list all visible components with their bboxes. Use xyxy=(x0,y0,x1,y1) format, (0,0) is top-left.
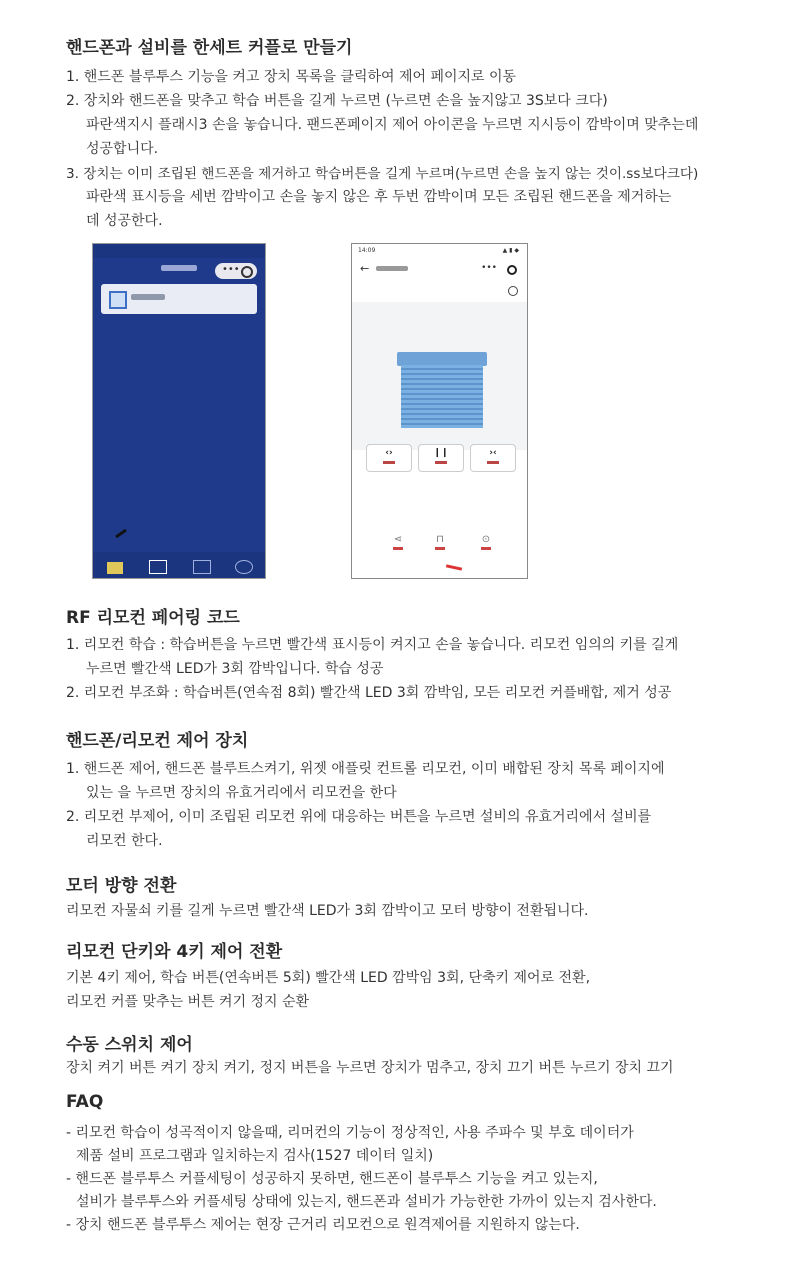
share-label xyxy=(393,547,403,550)
page-title xyxy=(376,266,408,271)
chevron-right-left-icon: ›‹ xyxy=(489,448,497,458)
shutter-curtain xyxy=(401,365,483,428)
swipe-mark xyxy=(446,564,462,570)
sec4-line: 리모컨 자물쇠 키를 길게 누르면 빨간색 LED가 3회 깜박이고 모터 방향이 전환됩니다. xyxy=(66,903,589,919)
sec3-line: 1. 핸드폰 제어, 핸드폰 블루트스켜기, 위젯 애플릿 컨트롤 리모컨, 이미 배합된 장치 목록 페이지에 xyxy=(66,761,665,777)
controller-screenshot xyxy=(351,243,528,579)
shutter-preview xyxy=(352,302,527,450)
close-target-icon[interactable] xyxy=(241,266,253,278)
tab-add-icon[interactable] xyxy=(149,560,167,574)
control-buttons xyxy=(366,444,514,472)
status-bar xyxy=(93,244,265,258)
more-label xyxy=(481,547,491,550)
lock-label xyxy=(435,547,445,550)
status-icons: ▲ ▮ ◆ xyxy=(502,247,519,254)
sec1-line: 1. 핸드폰 블루투스 기능을 켜고 장치 목록을 클릭하여 제어 페이지로 이동 xyxy=(66,69,517,85)
sec2-line: 1. 리모컨 학습 : 학습버튼을 누르면 빨간색 표시등이 켜지고 손을 놓습니다. 리모컨 임의의 키를 길게 xyxy=(66,637,679,653)
header-title xyxy=(161,265,197,271)
sec6-line: 장치 켜기 버튼 켜기 장치 켜기, 정지 버튼을 누르면 장치가 멈추고, 장치 끄기 버튼 누르기 장치 끄기 xyxy=(66,1060,674,1076)
sec3-line: 있는 을 누르면 장치의 유효거리에서 리모컨을 한다 xyxy=(86,785,397,801)
sec1-line: 파란색 표시등을 세번 깜박이고 손을 놓지 않은 후 두번 깜박이며 모든 조립된 핸드폰을 제거하는 xyxy=(86,189,672,205)
target-icon[interactable] xyxy=(507,265,517,275)
pause-button[interactable] xyxy=(418,444,464,472)
sec1-line: 성공합니다. xyxy=(86,141,159,157)
tab-device-icon[interactable] xyxy=(193,560,211,574)
device-name xyxy=(131,294,165,300)
share-icon: ⋖ xyxy=(393,534,403,545)
back-arrow-icon[interactable]: ← xyxy=(360,262,370,275)
lock-icon: ⊓ xyxy=(436,534,444,545)
app-header xyxy=(93,258,265,284)
section-title-key-switch: 리모컨 단키와 4키 제어 전환 xyxy=(66,942,283,962)
open-button[interactable] xyxy=(366,444,412,472)
section-title-manual: 수동 스위치 제어 xyxy=(66,1035,193,1055)
chevron-left-right-icon: ‹› xyxy=(385,448,393,458)
close-label xyxy=(487,461,499,464)
sec1-line: 3. 장치는 이미 조립된 핸드폰을 제거하고 학습버튼을 길게 누르며(누르면 손을 높지 않는 것이.ss보다크다) xyxy=(66,166,699,182)
sec2-line: 2. 리모컨 부조화 : 학습버튼(연속점 8회) 빨간색 LED 3회 깜박임, 모든 리모컨 커플배합, 제거 성공 xyxy=(66,685,672,701)
open-label xyxy=(383,461,395,464)
share-button[interactable] xyxy=(388,534,408,550)
lock-button[interactable] xyxy=(430,534,450,550)
sec5-line: 리모컨 커플 맞추는 버튼 켜기 정지 순환 xyxy=(66,994,310,1010)
status-time: 14:09 xyxy=(358,247,376,254)
section-title-rf-pairing: RF 리모컨 페어링 코드 xyxy=(66,608,240,628)
sec1-line: 데 성공한다. xyxy=(86,213,163,229)
sec1-line: 파란색지시 플래시3 손을 놓습니다. 팬드폰페이지 제어 아이콘을 누르면 지시등이 깜박이며 맞추는데 xyxy=(86,117,699,133)
menu-capsule[interactable] xyxy=(215,263,257,279)
stylus-mark xyxy=(115,529,127,538)
more-button[interactable] xyxy=(476,534,496,550)
pause-icon: ❙❙ xyxy=(433,448,449,458)
sec2-line: 누르면 빨간색 LED가 3회 깜박입니다. 학습 성공 xyxy=(86,661,384,677)
more-icon[interactable]: ••• xyxy=(481,263,497,273)
sec1-line: 2. 장치와 핸드폰을 맞추고 학습 버튼을 길게 누르면 (누르면 손을 높지않고 3S보다 크다) xyxy=(66,93,608,109)
close-button[interactable] xyxy=(470,444,516,472)
pause-label xyxy=(435,461,447,464)
shutter-box xyxy=(397,352,487,366)
sec3-line: 2. 리모컨 부제어, 이미 조립된 리모컨 위에 대응하는 버튼을 누르면 설비의 유효거리에서 설비를 xyxy=(66,809,652,825)
device-icon xyxy=(109,291,127,309)
faq-line: - 핸드폰 블루투스 커플세팅이 성공하지 못하면, 핸드폰이 블루투스 기능을 켜고 있는지, xyxy=(66,1171,598,1187)
device-list-screenshot xyxy=(92,243,266,579)
more-circle-icon: ⊙ xyxy=(481,534,491,545)
faq-line: 설비가 블루투스와 커플세팅 상태에 있는지, 핸드폰과 설비가 가능한한 가까이 있는지 검사한다. xyxy=(76,1194,657,1210)
sec5-line: 기본 4키 제어, 학습 버튼(연속버튼 5회) 빨간색 LED 깜박임 3회, 단축키 제어로 전환, xyxy=(66,970,591,986)
tab-user-icon[interactable] xyxy=(235,560,253,574)
faq-line: - 장치 핸드폰 블루투스 제어는 현장 근거리 리모컨으로 원격제어를 지원하지 않는다. xyxy=(66,1217,580,1233)
section-title-couple: 핸드폰과 설비를 한세트 커플로 만들기 xyxy=(66,38,353,58)
faq-line: 제품 설비 프로그램과 일치하는지 검사(1527 데이터 일치) xyxy=(76,1148,434,1164)
sec3-line: 리모컨 한다. xyxy=(86,833,163,849)
tab-home-icon[interactable] xyxy=(107,562,123,574)
more-icon[interactable]: ••• xyxy=(222,264,240,275)
faq-line: - 리모컨 학습이 성곡적이지 않을때, 리머컨의 기능이 정상적인, 사용 주파수 및 부호 데이터가 xyxy=(66,1125,634,1141)
section-title-faq: FAQ xyxy=(66,1092,104,1112)
section-title-control: 핸드폰/리모컨 제어 장치 xyxy=(66,731,249,751)
tab-bar xyxy=(93,552,265,578)
section-title-motor: 모터 방향 전환 xyxy=(66,876,177,896)
info-icon[interactable] xyxy=(508,286,518,296)
device-card[interactable] xyxy=(101,284,257,314)
